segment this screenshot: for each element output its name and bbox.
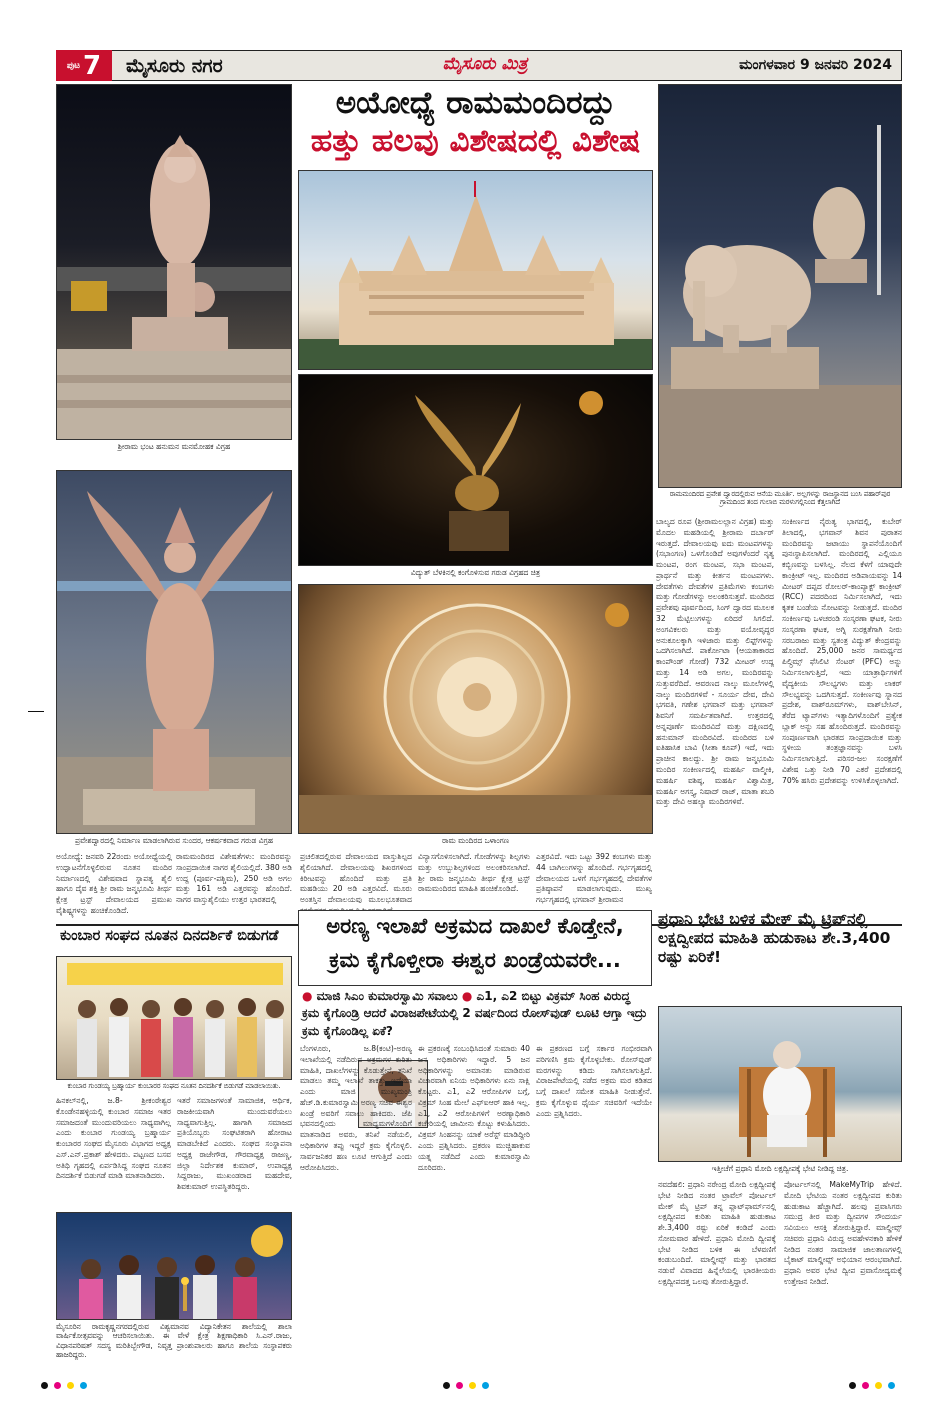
page-number: 7 [83,50,102,81]
garuda-statue-icon [57,471,292,834]
deck-bullet-icon: ● [302,989,313,1003]
lamp-lighting-icon [57,1213,292,1320]
garuda-photo [56,470,292,834]
color-dot-icon [849,1382,856,1389]
modi-caption: ಇತ್ತೀಚೆಗೆ ಪ್ರಧಾನಿ ಮೋದಿ ಲಕ್ಷದ್ವೀಪಕ್ಕೆ ಭೇಟಿ ನೀಡಿದ್ದ ಚಿತ್ರ. [711,1164,849,1173]
modi-column-2: ಪೋರ್ಟಲ್‌ನಲ್ಲಿ MakeMyTrip ಹೇಳಿದೆ. ಮೋದಿ ಭೇಟಿಯ ನಂತರ ಲಕ್ಷದ್ವೀಪದ ಕುರಿತು ಹುಡುಕಾಟ ಹೆಚ್ಚಾಗಿದೆ. ಹಲವು ಪ್ರವಾಸಿಗರು ಸಮುದ್ರ ತೀರ ಮತ್ತು ದ್ವೀಪಗಳ ಸೌಂದರ್ಯ ಸವಿಯಲು ಆಸಕ್ತಿ ತೋರುತ್ತಿದ್ದಾರೆ. ಮಾಲ್ಡೀವ್ಸ್ ಸಚಿವರು ಪ್ರಧಾನಿ ವಿರುದ್ಧ ಅವಹೇಳನಕಾರಿ ಹೇಳಿಕೆ ನೀಡಿದ ನಂತರ ಸಾಮಾಜಿಕ ಜಾಲತಾಣಗಳಲ್ಲಿ ಬೈಕಾಟ್ ಮಾಲ್ಡೀವ್ಸ್ ಅಭಿಯಾನ ಆರಂಭವಾಗಿದೆ. ಪ್ರಧಾನಿ ಅವರ ಭೇಟಿ ದ್ವೀಪ ಪ್ರವಾಸೋದ್ಯಮಕ್ಕೆ ಉತ್ತೇಜನ ನೀಡಿದೆ. [784,1180,902,1287]
modi-column-1: ನವದೆಹಲಿ: ಪ್ರಧಾನಿ ನರೇಂದ್ರ ಮೋದಿ ಲಕ್ಷದ್ವೀಪಕ್ಕೆ ಭೇಟಿ ನೀಡಿದ ನಂತರ ಟ್ರಾವೆಲ್ ಪೋರ್ಟಲ್ ಮೇಕ್ ಮೈ ಟ್ರಿಪ್ ತನ್ನ ಪ್ಲಾಟ್‌ಫಾರ್ಮ್‌ನಲ್ಲಿ ಲಕ್ಷದ್ವೀಪದ ಕುರಿತು ಮಾಹಿತಿ ಹುಡುಕಾಟ ಶೇ.3,400 ರಷ್ಟು ಏರಿಕೆ ಕಂಡಿದೆ ಎಂದು ಸೋಮವಾರ ಹೇಳಿದೆ. ಪ್ರಧಾನಿ ಮೋದಿ ದ್ವೀಪಕ್ಕೆ ಭೇಟಿ ನೀಡಿದ ಬಳಿಕ ಈ ಬೆಳವಣಿಗೆ ಕಂಡುಬಂದಿದೆ. ಮಾಲ್ಡೀವ್ಸ್ ಮತ್ತು ಭಾರತದ ನಡುವೆ ವಿವಾದದ ಹಿನ್ನೆಲೆಯಲ್ಲಿ ಭಾರತೀಯರು ಲಕ್ಷದ್ವೀಪದತ್ತ ಒಲವು ತೋರುತ್ತಿದ್ದಾರೆ. [658,1180,776,1287]
color-dot-icon [67,1382,74,1389]
modi-headline: ಪ್ರಧಾನಿ ಭೇಟಿ ಬಳಿಕ ಮೇಕ್ ಮೈ ಟ್ರಿಪ್‌ನಲ್ಲಿ ಲಕ್ಷದ್ವೀಪದ ಮಾಹಿತಿ ಹುಡುಕಾಟ ಶೇ.3,400 ರಷ್ಟು ಏರಿಕೆ! [658,910,891,966]
temple-illustration-icon [299,171,653,370]
footer-dots-center [440,1374,520,1386]
page-number-box [56,50,112,81]
ram-column-1: ಅಯೋಧ್ಯೆ: ಜನವರಿ 22ರಂದು ಅಯೋಧ್ಯೆಯಲ್ಲಿ ಉದ್ಘಾಟನೆಗೊಳ್ಳಲಿರುವ ನೂತನ ಮಂದಿರ ನಿರ್ಮಾಣದಲ್ಲಿ ವಿಶೇಷವಾದ ಸ್ಥಾಪತ್ಯ ಶೈಲಿ ಹಾಗೂ ದೈವ ಶಕ್ತಿ ಶ್ರೀ ರಾಮ ಜನ್ಮಭೂಮಿ ತೀರ್ಥ ಕ್ಷೇತ್ರ ಟ್ರಸ್ಟ್ ದೇವಾಲಯದ ಪ್ರಮುಖ ವೈಶಿಷ್ಟ್ಯಗಳನ್ನು ಹಂಚಿಕೊಂಡಿದೆ. [56,852,172,915]
color-dot-icon [54,1382,61,1389]
color-dot-icon [862,1382,869,1389]
ram-headline-line1: ಅಯೋಧ್ಯೆ ರಾಮಮಂದಿರದ್ದು [335,85,616,121]
group-people-icon [57,957,292,1080]
section-title: ಮೈಸೂರು ನಗರ [126,54,223,77]
elephant-statue-icon [659,85,902,488]
ram-column-right-a: ಬಾಲ್ಯದ ರೂಪ (ಶ್ರೀರಾಮಲಲ್ಲಾನ ವಿಗ್ರಹ) ಮತ್ತು ಮೊದಲ ಮಹಡಿಯಲ್ಲಿ ಶ್ರೀರಾಮ ದರ್ಬಾರ್ ಇರುತ್ತದೆ. ದೇವಾಲಯವು ಐದು ಮಂಟಪಗಳನ್ನು (ಸಭಾಂಗಣ) ಒಳಗೊಂಡಿದೆ ಅವುಗಳೆಂದರೆ ನೃತ್ಯ ಮಂಟಪ, ರಂಗ ಮಂಟಪ, ಸಭಾ ಮಂಟಪ, ಪ್ರಾರ್ಥನೆ ಮತ್ತು ಕೀರ್ತನ ಮಂಟಪಗಳು. ದೇವತೆಗಳು ದೇವತೆಗಳ ಪ್ರತಿಮೆಗಳು ಕಂಬಗಳು ಮತ್ತು ಗೋಡೆಗಳನ್ನು ಅಲಂಕರಿಸುತ್ತವೆ. ಮಂದಿರದ ಪ್ರವೇಶವು ಪೂರ್ವದಿಂದ, ಸಿಂಗ್ ದ್ವಾರದ ಮೂಲಕ 32 ಮೆಟ್ಟಿಲುಗಳನ್ನು ಏರಿದರೆ ಸಿಗಲಿದೆ. ಅಂಗವಿಕಲರು ಮತ್ತು ವಯೋವೃದ್ಧರ ಅನುಕೂಲಕ್ಕಾಗಿ ಇಳಿಜಾರು ಮತ್ತು ಲಿಫ್ಟ್‌ಗಳನ್ನು ಒದಗಿಸಲಾಗಿದೆ. ಪಾರ್ಕೋಟಾ (ಆಯತಾಕಾರದ ಕಾಂಪೌಂಡ್ ಗೋಡೆ) 732 ಮೀಟರ್ ಉದ್ದ ಮತ್ತು 14 ಅಡಿ ಅಗಲ, ಮಂದಿರವನ್ನು ಸುತ್ತುವರೆದಿದೆ. ಆವರಣದ ನಾಲ್ಕು ಮೂಲೆಗಳಲ್ಲಿ ನಾಲ್ಕು ಮಂದಿರಗಳಿವೆ - ಸೂರ್ಯ ದೇವ, ದೇವಿ ಭಗವತಿ, ಗಣೇಶ ಭಗವಾನ್ ಮತ್ತು ಭಗವಾನ್ ಶಿವನಿಗೆ ಸಮರ್ಪಿತವಾಗಿದೆ. ಉತ್ತರದಲ್ಲಿ ಅನ್ನಪೂರ್ಣೆ ಮಂದಿರವಿದೆ ಮತ್ತು ದಕ್ಷಿಣದಲ್ಲಿ ಹನುಮಾನ್ ಮಂದಿರವಿದೆ. ಮಂದಿರದ ಬಳಿ ಐತಿಹಾಸಿಕ ಬಾವಿ (ಸೀತಾ ಕೂಪ್) ಇದೆ, ಇದು ಪ್ರಾಚೀನ ಕಾಲದ್ದು. ಶ್ರೀ ರಾಮ ಜನ್ಮಭೂಮಿ ಮಂದಿರ ಸಂಕೀರ್ಣದಲ್ಲಿ ಮಹರ್ಷಿ ವಾಲ್ಮೀಕಿ, ಮಹರ್ಷಿ ವಶಿಷ್ಠ, ಮಹರ್ಷಿ ವಿಶ್ವಾಮಿತ್ರ, ಮಹರ್ಷಿ ಅಗಸ್ತ್ಯ, ನಿಷಾದ್ ರಾಜ್, ಮಾತಾ ಶಬರಿ ಮತ್ತು ದೇವಿ ಅಹಲ್ಯಾ ಮಂದಿರಗಳಿವೆ. [656,517,774,807]
color-dot-icon [482,1382,489,1389]
elephant-photo [658,84,902,488]
modi-beach-photo [658,1006,902,1162]
page-label: ಪುಟ [66,60,81,71]
masthead-logo: ಮೈಸೂರು ಮಿತ್ರ [442,54,528,74]
garuda-caption: ಪ್ರವೇಶದ್ವಾರದಲ್ಲಿ ನಿರ್ಮಾಣ ಮಾಡಲಾಗಿರುವ ಸುಂದರ, ಆಕರ್ಷಕವಾದ ಗರುಡ ವಿಗ್ರಹ [74,836,274,845]
color-dot-icon [888,1382,895,1389]
elephant-caption: ರಾಮಮಂದಿರದ ಪ್ರವೇಶ ದ್ವಾರದಲ್ಲಿರುವ ಆನೆಯ ಮೂರ್ತಿ. ಅಲ್ಲಗಳನ್ನು ರಾಜಸ್ಥಾನದ ಬಂಸಿ ಪಹಾರ್‌ಪುರ ಗ್ರಾಮದಿಂದ ತಂದ ಗುಲಾಬಿ ಮರಳುಗಲ್ಲಿನಿಂದ ಕೆತ್ತಲಾಗಿದೆ [669,490,891,507]
kumbara-column-1: ಹಿನಕಲ್‌ನಲ್ಲಿ, ಜ.8- ಶ್ರೀಕಂಠೇಶ್ವರ ಕೊಂಡೇನಹಳ್ಳಿಯಲ್ಲಿ ಕುಂಬಾರ ಸಮಾಜ ಇತರ ಸಮಾಜದಂತೆ ಮುಂದುವರಿಯಲು ಸಾಧ್ಯವಾಗಿಲ್ಲ ಎಂದು ಕುಂಬಾರ ಗುಂಡಯ್ಯ ಬ್ರಹ್ಮಾರ್ಯ ಕುಂಬಾರರ ಸಂಘದ ಮೈಸೂರು ವಿಭಾಗದ ಅಧ್ಯಕ್ಷ ಎಸ್.ಎನ್.ಪ್ರಕಾಶ್ ಹೇಳಿದರು. ಪಟ್ಟಣದ ಬಸವ ಅತಿಥಿ ಗೃಹದಲ್ಲಿ ಏರ್ಪಡಿಸಿದ್ದ ಸಂಘದ ನೂತನ ದಿನದರ್ಶಿಕೆ ಬಿಡುಗಡೆ ಮಾಡಿ ಮಾತನಾಡಿದರು. [56,1096,171,1181]
ram-column-2: ರಾಮಮಂದಿರದ ವಿಶೇಷತೆಗಳು: ಮಂದಿರವನ್ನು ಸಾಂಪ್ರದಾಯಿಕ ನಾಗರ ಶೈಲಿಯಲ್ಲಿದೆ. 380 ಅಡಿ ಉದ್ದ (ಪೂರ್ವ-ಪಶ್ಚಿಮ), 250 ಅಡಿ ಅಗಲ ಮತ್ತು 161 ಅಡಿ ಎತ್ತರವನ್ನು ಹೊಂದಿದೆ. ನಾಗರ ವಾಸ್ತುಶೈಲಿಯು ಉತ್ತರ ಭಾರತದಲ್ಲಿ [176,852,292,905]
hanuman-photo [56,84,292,440]
school-event-photo [56,1212,292,1320]
beach-chair-icon [659,1007,902,1162]
aranya-column-3: ಈ ಪ್ರಕರಣದ ಬಗ್ಗೆ ಸರ್ಕಾರ ಗಂಭೀರವಾಗಿ ಪರಿಗಣಿಸಿ ಕ್ರಮ ಕೈಗೊಳ್ಳಬೇಕು. ರೋಸ್‌ವುಡ್ ಮರಗಳನ್ನು ಕಡಿದು ಸಾಗಿಸಲಾಗುತ್ತಿದೆ. ವಿರಾಜಪೇಟೆಯಲ್ಲಿ ನಡೆದ ಅಕ್ರಮ ಮರ ಕಡಿತದ ಬಗ್ಗೆ ದಾಖಲೆ ಸಮೇತ ಮಾಹಿತಿ ನೀಡುತ್ತೇನೆ. ಕ್ರಮ ಕೈಗೊಳ್ಳುವ ಧೈರ್ಯ ಸಚಿವರಿಗೆ ಇದೆಯೇ ಎಂದು ಪ್ರಶ್ನಿಸಿದರು. [536,1044,652,1118]
date-line: ಮಂಗಳವಾರ 9 ಜನವರಿ 2024 [739,57,892,73]
school-event-caption: ಮೈಸೂರಿನ ರಾಮಕೃಷ್ಣನಗರದಲ್ಲಿರುವ ವಿಶ್ವಮಾನವ ವಿದ್ಯಾನಿಕೇತನ ಶಾಲೆಯಲ್ಲಿ ಶಾಲಾ ವಾರ್ಷಿಕೋತ್ಸವವನ್ನು ಆಚರಿಸಲಾಯಿತು. ಈ ವೇಳೆ ಕ್ಷೇತ್ರ ಶಿಕ್ಷಣಾಧಿಕಾರಿ ಸಿ.ಎನ್.ರಾಜು, ವಿಧಾನಪರಿಷತ್ ಸದಸ್ಯ ಮರಿತಿಬ್ಬೇಗೌಡ, ನಿವೃತ್ತ ಪ್ರಾಂಶುಪಾಲರು ಹಾಗೂ ಶಾಲೆಯ ಸಂಸ್ಥಾಪಕರು ಹಾಜರಿದ್ದರು. [56,1322,292,1359]
kumbara-headline: ಕುಂಬಾರ ಸಂಘದ ನೂತನ ದಿನದರ್ಶಿಕೆ ಬಿಡುಗಡೆ [60,928,279,944]
color-dot-icon [41,1382,48,1389]
ram-column-right-b: ಸಂಕೀರ್ಣದ ನೈರುತ್ಯ ಭಾಗದಲ್ಲಿ, ಕುಬೇರ್ ತಿಲಾದಲ್ಲಿ, ಭಗವಾನ್ ಶಿವನ ಪುರಾತನ ಮಂದಿರವನ್ನು ಜಟಾಯು ಸ್ಥಾಪನೆಯೊಂದಿಗೆ ಪುನಃಸ್ಥಾಪಿಸಲಾಗಿದೆ. ಮಂದಿರದಲ್ಲಿ ಎಲ್ಲಿಯೂ ಕಬ್ಬಿಣವನ್ನು ಬಳಸಿಲ್ಲ. ನೆಲದ ಕೆಳಗೆ ಯಾವುದೇ ಕಾಂಕ್ರೀಟ್ ಇಲ್ಲ. ಮಂದಿರದ ಅಡಿಪಾಯವನ್ನು 14 ಮೀಟರ್ ದಪ್ಪದ ರೋಲರ್-ಕಾಂಪ್ಯಾಕ್ಟ್ ಕಾಂಕ್ರೀಟ್ (RCC) ಪದರದಿಂದ ನಿರ್ಮಿಸಲಾಗಿದೆ, ಇದು ಕೃತಕ ಬಂಡೆಯ ನೋಟವನ್ನು ನೀಡುತ್ತದೆ. ಮಂದಿರ ಸಂಕೀರ್ಣವು ಒಳಚರಂಡಿ ಸಂಸ್ಕರಣಾ ಘಟಕ, ನೀರು ಸಂಸ್ಕರಣಾ ಘಟಕ, ಅಗ್ನಿ ಸುರಕ್ಷತೆಗಾಗಿ ನೀರು ಸರಬರಾಜು ಮತ್ತು ಸ್ವತಂತ್ರ ವಿದ್ಯುತ್ ಕೇಂದ್ರವನ್ನು ಹೊಂದಿದೆ. 25,000 ಜನರ ಸಾಮರ್ಥ್ಯದ ಪಿಲ್ಗ್ರಿಮ್ಸ್ ಫೆಸಿಲಿಟಿ ಸೆಂಟರ್ (PFC) ಅನ್ನು ನಿರ್ಮಿಸಲಾಗುತ್ತಿದೆ, ಇದು ಯಾತ್ರಾರ್ಥಿಗಳಿಗೆ ವೈದ್ಯಕೀಯ ಸೌಲಭ್ಯಗಳು ಮತ್ತು ಲಾಕರ್ ಸೌಲಭ್ಯವನ್ನು ಒದಗಿಸುತ್ತದೆ. ಸಂಕೀರ್ಣವು ಸ್ನಾನದ ಪ್ರದೇಶ, ವಾಶ್‌ರೂಮ್‌ಗಳು, ವಾಶ್‌ಬೇಸಿನ್, ತೆರೆದ ಟ್ಯಾಪ್‌ಗಳು ಇತ್ಯಾದಿಗಳೊಂದಿಗೆ ಪ್ರತ್ಯೇಕ ಬ್ಲಾಕ್ ಅನ್ನು ಸಹ ಹೊಂದಿರುತ್ತದೆ. ಮಂದಿರವನ್ನು ಸಂಪೂರ್ಣವಾಗಿ ಭಾರತದ ಸಾಂಪ್ರದಾಯಿಕ ಮತ್ತು ಸ್ಥಳೀಯ ತಂತ್ರಜ್ಞಾನವನ್ನು ಬಳಸಿ ನಿರ್ಮಿಸಲಾಗುತ್ತಿದೆ. ಪರಿಸರ-ಜಲ ಸಂರಕ್ಷಣೆಗೆ ವಿಶೇಷ ಒತ್ತು ನೀಡಿ 70 ಎಕರೆ ಪ್ರದೇಶದಲ್ಲಿ 70% ಹಸಿರು ಪ್ರದೇಶವನ್ನು ಉಳಿಸಿಕೊಳ್ಳಲಾಗಿದೆ. [782,517,902,785]
color-dot-icon [443,1382,450,1389]
aranya-deck1: ಮಾಜಿ ಸಿಎಂ ಕುಮಾರಸ್ವಾಮಿ ಸವಾಲು [316,989,458,1003]
phoenix-caption: ವಿದ್ಯುತ್ ಬೆಳಕಿನಲ್ಲಿ ಕಂಗೊಳಿಸುವ ಗರುಡ ವಿಗ್ರಹದ ಚಿತ್ರ [410,568,541,577]
phoenix-bird-icon [299,375,653,566]
aranya-subdeck [302,988,650,1042]
ceiling-photo [298,584,653,834]
aranya-headline-line1: ಅರಣ್ಯ ಇಲಾಖೆ ಅಕ್ರಮದ ದಾಖಲೆ ಕೊಡ್ತೇನೆ, [326,914,624,938]
ram-column-5: ಎತ್ತರವಿದೆ. ಇದು ಒಟ್ಟು 392 ಕಂಬಗಳು ಮತ್ತು 44 ಬಾಗಿಲುಗಳನ್ನು ಹೊಂದಿದೆ. ಗರ್ಭಗೃಹದಲ್ಲಿ ದೇವಾಲಯದ ಒಳಗೆ ಗರ್ಭಗೃಹದಲ್ಲಿ ದೇವತೆಗಳ ಪ್ರತಿಷ್ಠಾಪನೆ ಮಾಡಲಾಗುವುದು. ಮುಖ್ಯ ಗರ್ಭಗೃಹದಲ್ಲಿ ಭಗವಾನ್ ಶ್ರೀರಾಮನ [536,852,652,905]
ceiling-caption: ರಾಮ ಮಂದಿರದ ಒಳಾಂಗಣ [441,836,510,845]
color-dot-icon [456,1382,463,1389]
phoenix-photo [298,374,653,566]
kumbara-photo [56,956,292,1080]
ram-column-4: ವಿನ್ಯಾಸಗೊಳಿಸಲಾಗಿದೆ. ಗೋಡೆಗಳನ್ನು ಶಿಲ್ಪಗಳು ಮತ್ತು ಉಬ್ಬುಶಿಲ್ಪಗಳಿಂದ ಅಲಂಕರಿಸಲಾಗಿದೆ. ಶ್ರೀ ರಾಮ ಜನ್ಮಭೂಮಿ ತೀರ್ಥ ಕ್ಷೇತ್ರ ಟ್ರಸ್ಟ್ ರಾಮಮಂದಿರದ ಮಾಹಿತಿ ಹಂಚಿಕೊಂಡಿದೆ. [418,852,530,894]
margin-tick [28,711,44,712]
color-dot-icon [875,1382,882,1389]
temple-photo [298,170,653,370]
ceiling-dome-icon [299,585,653,834]
footer-dots-right [846,1374,926,1386]
ram-headline-line2: ಹತ್ತು ಹಲವು ವಿಶೇಷದಲ್ಲಿ ವಿಶೇಷ [310,123,641,159]
deck-bullet-icon: ● [461,989,473,1003]
hanuman-statue-icon [57,85,292,440]
aranya-column-2: ಈ ಪ್ರಕರಣಕ್ಕೆ ಸಂಬಂಧಿಸಿದಂತೆ ಸುಮಾರು 40 ಜನ ಅಧಿಕಾರಿಗಳು ಇದ್ದಾರೆ. 5 ಜನ ಅಧಿಕಾರಿಗಳನ್ನು ಅಮಾನತು ಮಾಡಿರುವ ವಿಚಾರವಾಗಿ ಏನಿಯ ಅಧಿಕಾರಿಗಳು ಏನು ಸಾಕ್ಷಿ ಕೊಟ್ಟರು. ಎ1, ಎ2 ಆರೋಪಿಗಳ ಬಗ್ಗೆ, ವಿಕ್ರಮ್ ಸಿಂಹ ಮೇಲೆ ಎಫ್‌ಐಆರ್ ಹಾಕಿ ಇಲ್ಲ. ಎ1, ಎ2 ಆರೋಪಿಗಳಿಗೆ ಅರಣ್ಯಾಧಿಕಾರಿ ಕಚೇರಿಯಲ್ಲಿ ಜಾಮೀನು ಕೊಟ್ಟು ಕಳುಹಿಸಿದರು. ವಿಕ್ರಮ್ ಸಿಂಹನನ್ನು ಯಾಕೆ ಅರೆಸ್ಟ್ ಮಾಡಿದ್ದೀರಿ ಎಂದು ಪ್ರಶ್ನಿಸಿದರು. ಪ್ರಕರಣ ಮುಚ್ಚಿಹಾಕುವ ಯತ್ನ ನಡೆದಿದೆ ಎಂದು ಕುಮಾರಸ್ವಾಮಿ ದೂರಿದರು. [418,1044,530,1172]
aranya-column-1: ಬೆಂಗಳೂರು, ಜ.8(ಕಂಟಿ)-ಅರಣ್ಯ ಇಲಾಖೆಯಲ್ಲಿ ನಡೆದಿರುವ ಅಕ್ರಮಗಳ ಕುರಿತು ಮಾಹಿತಿ, ದಾಖಲೆಗಳನ್ನು ಕೊಡುತ್ತೇನೆ, ತನಿಖೆ ಮಾಡಲು ತಮ್ಮ ಇಲಾಖೆ ತಾಕತ್ತು ಇದೆಯಾ ಎಂದು ಮಾಜಿ ಮುಖ್ಯಮಂತ್ರಿ ಹೆಚ್.ಡಿ.ಕುಮಾರಸ್ವಾಮಿ ಅರಣ್ಯ ಸಚಿವ ಈಶ್ವರ ಖಂಡ್ರೆ ಅವರಿಗೆ ಸವಾಲು ಹಾಕಿದರು. ಜೆಪಿ ಭವನದಲ್ಲಿಂದು ಮಾಧ್ಯಮಗಳೊಂದಿಗೆ ಮಾತನಾಡಿದ ಅವರು, ತನಿಖೆ ನಡೆಯಲಿ, ಅಧಿಕಾರಿಗಳ ತಪ್ಪು ಇದ್ದರೆ ಕ್ರಮ ಕೈಗೊಳ್ಳಲಿ. ಸಾರ್ವಜನಿಕರ ಹಣ ಲೂಟಿ ಆಗುತ್ತಿದೆ ಎಂದು ಆರೋಪಿಸಿದರು. [300,1044,412,1172]
kumbara-caption: ಕುಂಬಾರ ಗುಂಡಯ್ಯ ಬ್ರಹ್ಮಾರ್ಯ ಕುಂಬಾರರ ಸಂಘದ ನೂತನ ದಿನದರ್ಶಿಕೆ ಬಿಡುಗಡೆ ಮಾಡಲಾಯಿತು. [67,1082,281,1090]
kumbara-column-2: ಇತರೆ ಸಮಾಜಗಳಂತೆ ಸಾಮಾಜಿಕ, ಆರ್ಥಿಕ, ರಾಜಕೀಯವಾಗಿ ಮುಂದುವರೆಯಲು ಸಾಧ್ಯವಾಗುತ್ತಿಲ್ಲ. ಹಾಗಾಗಿ ಸಮಾಜದ ಪ್ರತಿಯೊಬ್ಬರು ಸಂಘಟಿತರಾಗಿ ಹೋರಾಟ ಮಾಡಬೇಕಿದೆ ಎಂದರು. ಸಂಘದ ಸಂಸ್ಥಾಪನಾ ಅಧ್ಯಕ್ಷ ರಾಜೇಗೌಡ, ಗೌರವಾಧ್ಯಕ್ಷ ರಾಜಣ್ಣ, ಜಿಲ್ಲಾ ನಿರ್ದೇಶಕ ಕುಮಾರ್, ಉಪಾಧ್ಯಕ್ಷ ಸಿದ್ದರಾಜು, ಮುಖಂಡರಾದ ಮಹದೇವ, ಶಿವಕುಮಾರ್ ಉಪಸ್ಥಿತರಿದ್ದರು. [177,1096,292,1192]
color-dot-icon [469,1382,476,1389]
aranya-headline-line2: ಕ್ರಮ ಕೈಗೊಳ್ತೀರಾ ಈಶ್ವರ ಖಂಡ್ರೆಯವರೇ... [329,948,621,972]
footer-dots-left [38,1374,118,1386]
ram-column-3: ಪ್ರಚಲಿತದಲ್ಲಿರುವ ದೇವಾಲಯದ ವಾಸ್ತುಶಿಲ್ಪದ ಶೈಲಿಯಾಗಿದೆ. ದೇವಾಲಯವು ಶಿಖರಗಳಿಂದ ಕಿರೀಟವನ್ನು ಹೊಂದಿದೆ ಮತ್ತು ಪ್ರತಿ ಮಹಡಿಯು 20 ಅಡಿ ಎತ್ತರವಿದೆ. ಮೂರು ಅಂತಸ್ತಿನ ದೇವಾಲಯವು ಮೂಲಭೂತವಾದ [300,852,412,905]
aranya-deck2: ಎ1, ಎ2 ಬಿಟ್ಟು ವಿಕ್ರಮ್ ಸಿಂಹ ವಿರುದ್ಧ ಕ್ರಮ ಕೈಗೊಂಡ್ರಿ ಆದರೆ ವಿರಾಜಪೇಟೆಯಲ್ಲಿ 2 ವರ್ಷದಿಂದ ರೋಸ್‌ವುಡ್ ಲೂಟಿ ಆಗ್ತಾ ಇದ್ರು ಕ್ರಮ ಕೈಗೊಂಡಿಲ್ಲ ಏಕೆ? [302,989,647,1038]
color-dot-icon [80,1382,87,1389]
hanuman-caption: ಶ್ರೀರಾಮ ಭಂಟ ಹನುಮನ ಮನಮೋಹಕ ವಿಗ್ರಹ [117,442,231,451]
